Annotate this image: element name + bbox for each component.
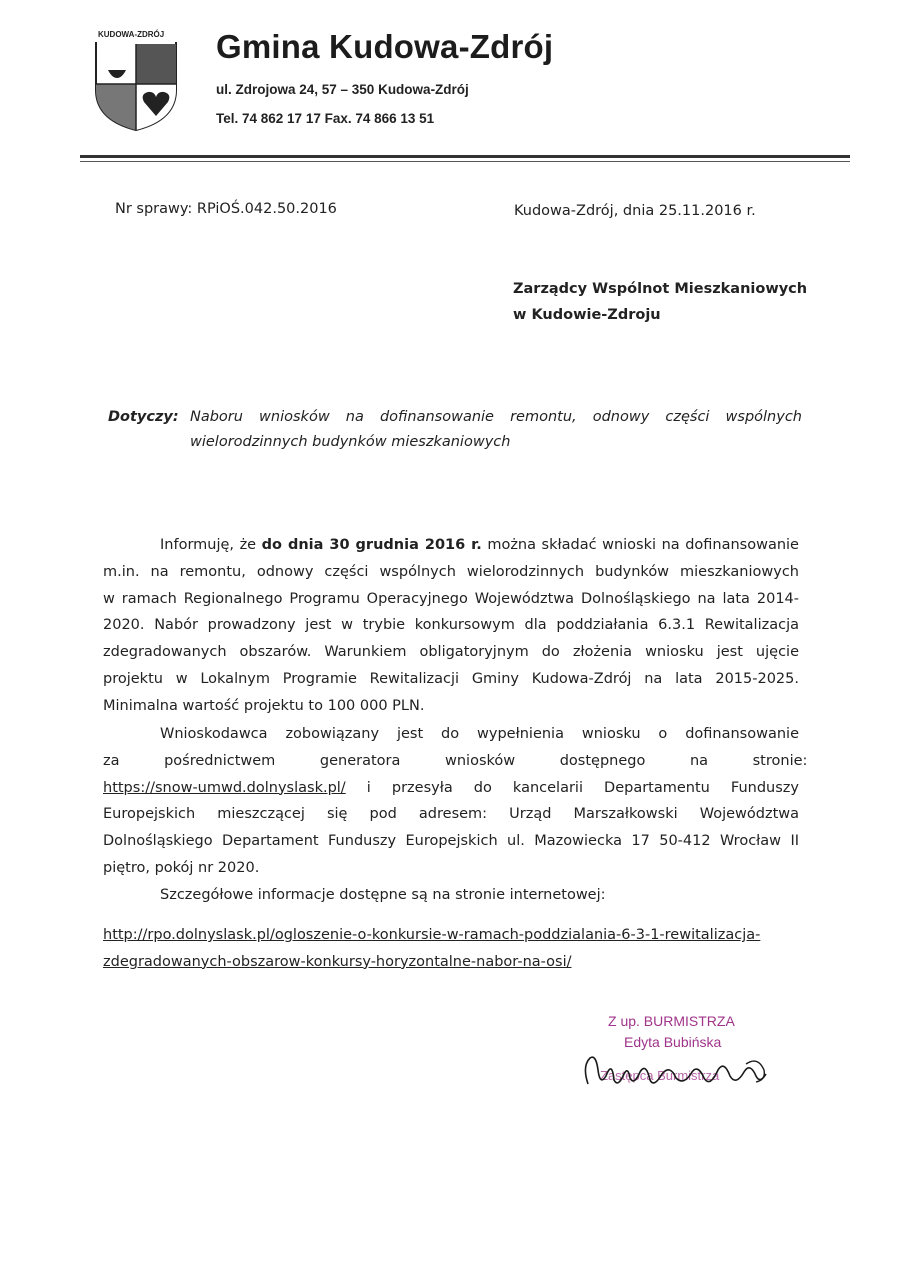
- paragraph-line: Dolnośląskiego Departament Funduszy Europejskich ul. Mazowiecka 17 50-412 Wrocław II: [103, 833, 799, 850]
- paragraph-line: Szczegółowe informacje dostępne są na stronie internetowej:: [160, 887, 606, 903]
- handwritten-signature: [580, 1036, 780, 1091]
- crest-label: KUDOWA-ZDRÓJ: [98, 30, 165, 39]
- stamp-line-2: Edyta Bubińska: [624, 1034, 722, 1050]
- place-and-date: Kudowa-Zdrój, dnia 25.11.2016 r.: [514, 203, 756, 219]
- stamp-line-3: Zastępca Burmistrza: [600, 1068, 720, 1083]
- paragraph-line: m.in. na remontu, odnowy części wspólnych wielorodzinnych budynków mieszkaniowych: [103, 563, 799, 580]
- recipient-line-2: w Kudowie-Zdroju: [513, 307, 661, 323]
- stamp-line-1: Z up. BURMISTRZA: [608, 1013, 735, 1029]
- paragraph-line: projektu w Lokalnym Programie Rewitalizacji Gminy Kudowa-Zdrój na lata 2015-2025.: [103, 670, 799, 687]
- text-run: można składać wnioski na dofinansowanie: [481, 537, 799, 553]
- paragraph-line: [103, 775, 799, 802]
- municipality-crest: [92, 30, 180, 134]
- paragraph-submission-instructions: [103, 721, 808, 882]
- paragraph-line: [103, 532, 799, 559]
- paragraph-more-info: [103, 882, 799, 909]
- subject-label: Dotyczy:: [108, 409, 179, 425]
- paragraph-line: Europejskich mieszczącej się pod adresem: Urząd Marszałkowski Województwa: [103, 806, 799, 823]
- header-rule-thick: [80, 155, 850, 158]
- contact-phone-fax: Tel. 74 862 17 17 Fax. 74 866 13 51: [216, 111, 435, 126]
- municipality-name: Gmina Kudowa-Zdrój: [216, 28, 554, 65]
- paragraph-line: Minimalna wartość projektu to 100 000 PLN.: [103, 697, 425, 714]
- info-link-line-2[interactable]: zdegradowanych-obszarow-konkursy-horyzontalne-nabor-na-osi/: [103, 953, 572, 970]
- office-address: ul. Zdrojowa 24, 57 – 350 Kudowa-Zdrój: [216, 82, 469, 97]
- deadline-bold: do dnia 30 grudnia 2016 r.: [261, 537, 482, 553]
- generator-link[interactable]: https://snow-umwd.dolnyslask.pl/: [103, 779, 346, 796]
- case-number: Nr sprawy: RPiOŚ.042.50.2016: [115, 201, 337, 217]
- subject-line-2: wielorodzinnych budynków mieszkaniowych: [190, 434, 511, 450]
- info-link-block: [103, 922, 799, 976]
- text-run: i przesyła do kancelarii Departamentu Funduszy: [345, 779, 799, 796]
- paragraph-line: Wnioskodawca zobowiązany jest do wypełnienia wniosku o dofinansowanie: [160, 726, 799, 742]
- recipient-line-1: Zarządcy Wspólnot Mieszkaniowych: [513, 281, 808, 297]
- paragraph-line: zdegradowanych obszarów. Warunkiem obligatoryjnym do złożenia wniosku jest ujęcie: [103, 644, 799, 661]
- paragraph-call-for-applications: [103, 532, 799, 720]
- paragraph-line: w ramach Regionalnego Programu Operacyjnego Województwa Dolnośląskiego na lata 2014-: [103, 590, 799, 607]
- paragraph-line: 2020. Nabór prowadzony jest w trybie konkursowym dla poddziałania 6.3.1 Rewitalizacja: [103, 617, 799, 634]
- info-link-line-1[interactable]: http://rpo.dolnyslask.pl/ogloszenie-o-konkursie-w-ramach-poddzialania-6-3-1-rewitalizacja-: [103, 927, 761, 943]
- signature-stamp: [580, 1008, 780, 1093]
- text-run: Informuję, że: [160, 537, 262, 553]
- paragraph-line: piętro, pokój nr 2020.: [103, 859, 260, 876]
- paragraph-line: za pośrednictwem generatora wniosków dostępnego na stronie:: [103, 752, 808, 769]
- subject-line-1: Naboru wniosków na dofinansowanie remontu, odnowy części wspólnych: [190, 409, 802, 425]
- header-rule-thin: [80, 161, 850, 162]
